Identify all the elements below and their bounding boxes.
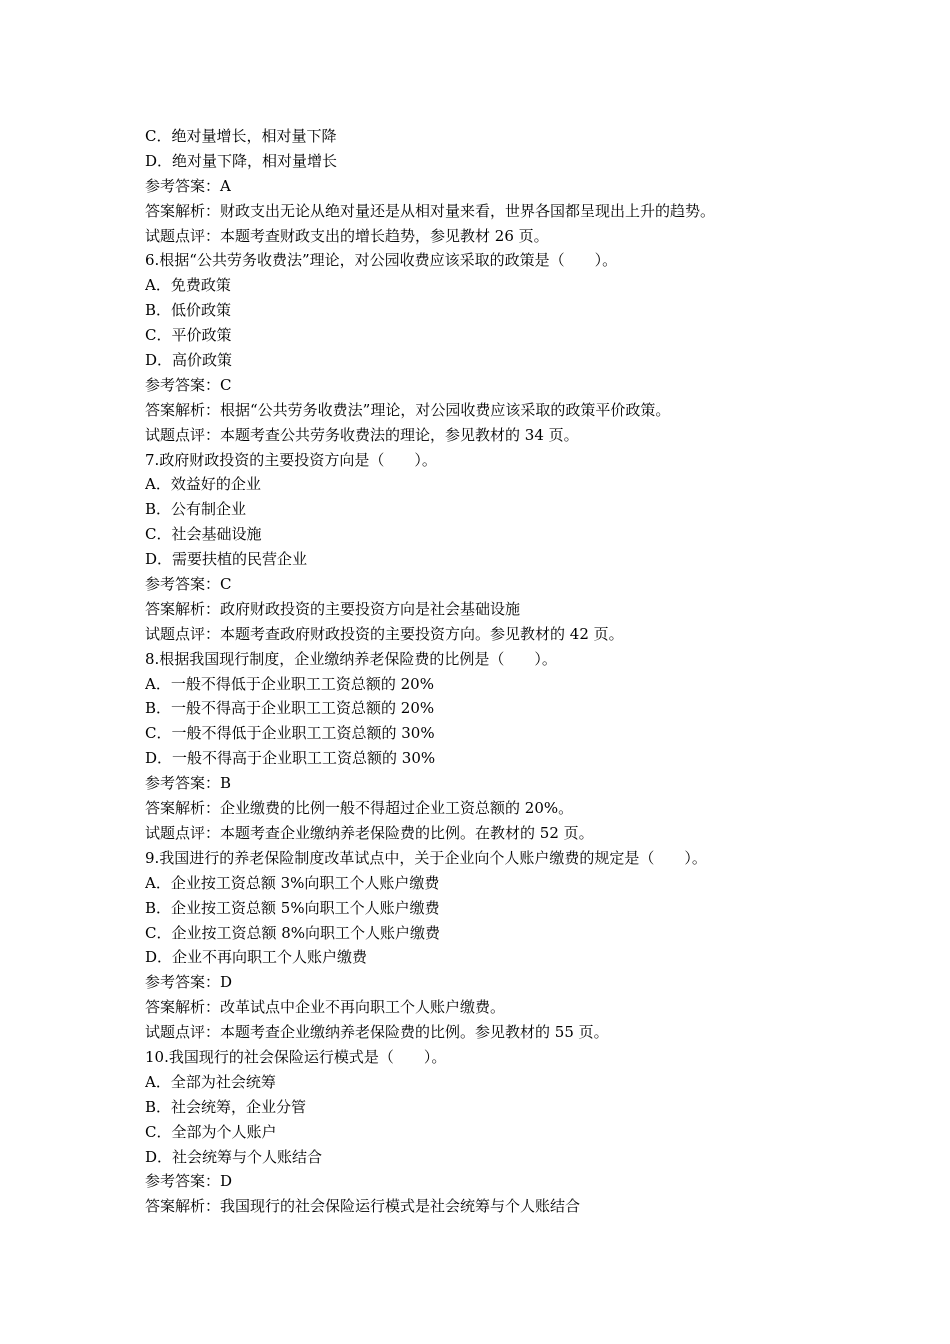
text-line: 试题点评：本题考查财政支出的增长趋势，参见教材 26 页。 <box>145 226 549 245</box>
text-line: 参考答案：D <box>145 1172 233 1191</box>
text-line: B．公有制企业 <box>145 500 247 519</box>
text-line: 答案解析：企业缴费的比例一般不得超过企业工资总额的 20%。 <box>145 799 574 818</box>
text-line: A．效益好的企业 <box>145 475 261 494</box>
text-line: 答案解析：政府财政投资的主要投资方向是社会基础设施 <box>145 599 521 618</box>
text-line: 参考答案：D <box>145 973 233 992</box>
text-line: 10.我国现行的社会保险运行模式是（ ）。 <box>145 1047 447 1066</box>
text-line: B．社会统筹，企业分管 <box>145 1097 307 1116</box>
text-line: D．绝对量下降，相对量增长 <box>145 151 338 170</box>
text-line: D．社会统筹与个人账结合 <box>145 1147 323 1166</box>
text-line: 参考答案：C <box>145 375 232 394</box>
text-line: D．需要扶植的民营企业 <box>145 550 308 569</box>
text-line: 答案解析：改革试点中企业不再向职工个人账户缴费。 <box>145 998 506 1017</box>
text-line: B．企业按工资总额 5%向职工个人账户缴费 <box>145 898 440 917</box>
text-line: 参考答案：A <box>145 176 231 195</box>
text-line: 答案解析：根据“公共劳务收费法”理论，对公园收费应该采取的政策平价政策。 <box>145 400 671 419</box>
text-line: 答案解析：财政支出无论从绝对量还是从相对量来看，世界各国都呈现出上升的趋势。 <box>145 201 716 220</box>
text-line: 试题点评：本题考查企业缴纳养老保险费的比例。在教材的 52 页。 <box>145 823 594 842</box>
text-line: 6.根据“公共劳务收费法”理论，对公园收费应该采取的政策是（ ）。 <box>145 251 618 270</box>
text-line: C．平价政策 <box>145 326 232 345</box>
text-line: C．社会基础设施 <box>145 525 262 544</box>
text-line: D．高价政策 <box>145 351 233 370</box>
text-line: 试题点评：本题考查企业缴纳养老保险费的比例。参见教材的 55 页。 <box>145 1023 609 1042</box>
text-line: 9.我国进行的养老保险制度改革试点中，关于企业向个人账户缴费的规定是（ ）。 <box>145 848 707 867</box>
text-line: 参考答案：C <box>145 575 232 594</box>
text-line: D．企业不再向职工个人账户缴费 <box>145 948 368 967</box>
text-line: 试题点评：本题考查公共劳务收费法的理论，参见教材的 34 页。 <box>145 425 579 444</box>
text-line: 答案解析：我国现行的社会保险运行模式是社会统筹与个人账结合 <box>145 1197 581 1216</box>
text-line: A．一般不得低于企业职工工资总额的 20% <box>145 674 434 693</box>
document-page <box>145 124 845 1219</box>
text-line: 参考答案：B <box>145 774 232 793</box>
text-line: C．绝对量增长，相对量下降 <box>145 127 337 145</box>
text-line: 7.政府财政投资的主要投资方向是（ ）。 <box>145 450 437 469</box>
text-line: C．一般不得低于企业职工工资总额的 30% <box>145 724 435 743</box>
text-line: A．全部为社会统筹 <box>145 1072 276 1091</box>
text-line: C．企业按工资总额 8%向职工个人账户缴费 <box>145 923 441 942</box>
text-line: A．免费政策 <box>145 276 231 295</box>
text-line: B．低价政策 <box>145 301 232 320</box>
text-line: D．一般不得高于企业职工工资总额的 30% <box>145 749 436 768</box>
text-line: 8.根据我国现行制度，企业缴纳养老保险费的比例是（ ）。 <box>145 649 557 668</box>
text-line: C．全部为个人账户 <box>145 1122 277 1141</box>
text-line: 试题点评：本题考查政府财政投资的主要投资方向。参见教材的 42 页。 <box>145 624 624 643</box>
text-line: B．一般不得高于企业职工工资总额的 20% <box>145 699 435 718</box>
text-line: A．企业按工资总额 3%向职工个人账户缴费 <box>145 873 440 892</box>
